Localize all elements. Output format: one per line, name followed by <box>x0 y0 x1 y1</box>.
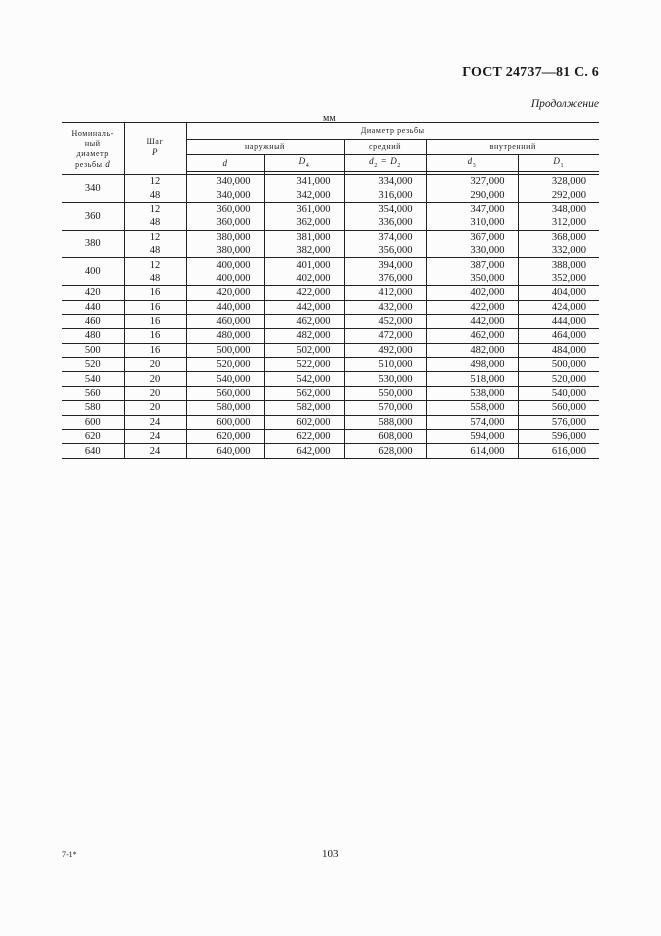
diameter-d3-cell: 330,000 <box>426 244 518 258</box>
diameter-D1-cell: 560,000 <box>518 401 599 415</box>
nominal-diameter-cell: 600 <box>62 415 124 429</box>
pitch-cell: 12 <box>124 258 186 272</box>
diameter-d3-cell: 290,000 <box>426 188 518 202</box>
diameter-D1-cell: 332,000 <box>518 244 599 258</box>
diameter-D4-cell: 341,000 <box>264 175 344 189</box>
diameter-d3-cell: 402,000 <box>426 286 518 300</box>
document-header-title: ГОСТ 24737—81 С. 6 <box>462 65 599 80</box>
table-row <box>62 343 599 357</box>
diameter-d2-cell: 374,000 <box>344 230 426 244</box>
diameter-D4-cell: 502,000 <box>264 343 344 357</box>
diameter-d2-cell: 316,000 <box>344 188 426 202</box>
diameter-D1-cell: 404,000 <box>518 286 599 300</box>
table-row <box>62 329 599 343</box>
nominal-diameter-cell: 380 <box>62 230 124 258</box>
diameter-d-cell: 360,000 <box>186 216 264 230</box>
pitch-cell: 12 <box>124 230 186 244</box>
header-inner: внутренний <box>426 140 599 155</box>
table-row <box>62 401 599 415</box>
table-row <box>62 272 599 286</box>
diameter-d-cell: 400,000 <box>186 258 264 272</box>
header-symbol-d3: $d_3$ <box>426 155 518 172</box>
header-outer: наружный <box>186 140 344 155</box>
diameter-d-cell: 620,000 <box>186 430 264 444</box>
diameter-D1-cell: 348,000 <box>518 202 599 216</box>
pitch-cell: 16 <box>124 343 186 357</box>
header-nominal-diameter: Номиналь- ный диаметр резьбы d <box>62 123 124 172</box>
diameter-D1-cell: 596,000 <box>518 430 599 444</box>
table-row <box>62 386 599 400</box>
diameter-D4-cell: 642,000 <box>264 444 344 458</box>
diameter-d2-cell: 588,000 <box>344 415 426 429</box>
table-row <box>62 300 599 314</box>
footer-mark: 7-1* <box>62 850 77 859</box>
diameter-D1-cell: 352,000 <box>518 272 599 286</box>
diameter-d-cell: 520,000 <box>186 358 264 372</box>
nominal-diameter-cell: 560 <box>62 386 124 400</box>
diameter-d-cell: 480,000 <box>186 329 264 343</box>
header-middle: средний <box>344 140 426 155</box>
table-row <box>62 175 599 189</box>
nominal-diameter-cell: 440 <box>62 300 124 314</box>
diameter-D1-cell: 500,000 <box>518 358 599 372</box>
diameter-d2-cell: 570,000 <box>344 401 426 415</box>
nominal-diameter-cell: 500 <box>62 343 124 357</box>
diameter-d3-cell: 498,000 <box>426 358 518 372</box>
pitch-cell: 16 <box>124 329 186 343</box>
diameter-d3-cell: 310,000 <box>426 216 518 230</box>
diameter-D4-cell: 401,000 <box>264 258 344 272</box>
nominal-diameter-cell: 620 <box>62 430 124 444</box>
diameter-d2-cell: 492,000 <box>344 343 426 357</box>
diameter-D1-cell: 540,000 <box>518 386 599 400</box>
pitch-cell: 20 <box>124 401 186 415</box>
diameter-d3-cell: 482,000 <box>426 343 518 357</box>
diameter-d3-cell: 367,000 <box>426 230 518 244</box>
diameter-d3-cell: 327,000 <box>426 175 518 189</box>
diameter-d3-cell: 387,000 <box>426 258 518 272</box>
nominal-diameter-cell: 340 <box>62 175 124 203</box>
table-row <box>62 202 599 216</box>
diameter-D1-cell: 368,000 <box>518 230 599 244</box>
table-row <box>62 358 599 372</box>
diameter-d3-cell: 558,000 <box>426 401 518 415</box>
diameter-d-cell: 440,000 <box>186 300 264 314</box>
diameter-d-cell: 640,000 <box>186 444 264 458</box>
diameter-d2-cell: 412,000 <box>344 286 426 300</box>
table-row <box>62 444 599 458</box>
pitch-cell: 12 <box>124 175 186 189</box>
table-row <box>62 372 599 386</box>
table-row <box>62 188 599 202</box>
nominal-diameter-cell: 520 <box>62 358 124 372</box>
diameter-D4-cell: 622,000 <box>264 430 344 444</box>
nominal-diameter-cell: 400 <box>62 258 124 286</box>
nominal-diameter-cell: 460 <box>62 314 124 328</box>
header-symbol-d: d <box>186 155 264 172</box>
header-symbol-d2-D2: $d_2 = D_2$ <box>344 155 426 172</box>
diameter-D1-cell: 312,000 <box>518 216 599 230</box>
pitch-cell: 20 <box>124 386 186 400</box>
units-label: мм <box>323 113 336 124</box>
diameter-D1-cell: 388,000 <box>518 258 599 272</box>
diameter-d2-cell: 376,000 <box>344 272 426 286</box>
diameter-D4-cell: 361,000 <box>264 202 344 216</box>
table-row <box>62 230 599 244</box>
pitch-cell: 24 <box>124 430 186 444</box>
diameter-D1-cell: 484,000 <box>518 343 599 357</box>
table-body <box>62 175 599 459</box>
diameter-d3-cell: 350,000 <box>426 272 518 286</box>
diameter-d2-cell: 472,000 <box>344 329 426 343</box>
nominal-diameter-cell: 540 <box>62 372 124 386</box>
diameter-D4-cell: 402,000 <box>264 272 344 286</box>
diameter-d3-cell: 614,000 <box>426 444 518 458</box>
diameter-D4-cell: 582,000 <box>264 401 344 415</box>
table-row <box>62 216 599 230</box>
pitch-cell: 48 <box>124 272 186 286</box>
table-row <box>62 430 599 444</box>
diameter-d-cell: 380,000 <box>186 244 264 258</box>
diameter-d-cell: 360,000 <box>186 202 264 216</box>
diameter-d-cell: 500,000 <box>186 343 264 357</box>
diameter-D1-cell: 292,000 <box>518 188 599 202</box>
diameter-D4-cell: 482,000 <box>264 329 344 343</box>
diameter-d2-cell: 452,000 <box>344 314 426 328</box>
diameter-D4-cell: 422,000 <box>264 286 344 300</box>
pitch-cell: 16 <box>124 286 186 300</box>
table-row <box>62 244 599 258</box>
table-row <box>62 415 599 429</box>
diameter-D1-cell: 616,000 <box>518 444 599 458</box>
diameter-D4-cell: 381,000 <box>264 230 344 244</box>
diameter-d3-cell: 462,000 <box>426 329 518 343</box>
diameter-d2-cell: 394,000 <box>344 258 426 272</box>
diameter-d2-cell: 628,000 <box>344 444 426 458</box>
pitch-cell: 24 <box>124 444 186 458</box>
diameter-d2-cell: 356,000 <box>344 244 426 258</box>
diameter-d3-cell: 518,000 <box>426 372 518 386</box>
diameter-D4-cell: 462,000 <box>264 314 344 328</box>
nominal-diameter-cell: 420 <box>62 286 124 300</box>
diameter-d-cell: 540,000 <box>186 372 264 386</box>
nominal-diameter-cell: 360 <box>62 202 124 230</box>
diameter-d2-cell: 432,000 <box>344 300 426 314</box>
pitch-cell: 12 <box>124 202 186 216</box>
diameter-D4-cell: 342,000 <box>264 188 344 202</box>
page-number: 103 <box>322 848 339 860</box>
pitch-cell: 16 <box>124 300 186 314</box>
nominal-diameter-cell: 640 <box>62 444 124 458</box>
diameter-D1-cell: 424,000 <box>518 300 599 314</box>
diameter-d-cell: 340,000 <box>186 188 264 202</box>
diameter-D4-cell: 362,000 <box>264 216 344 230</box>
diameter-D4-cell: 382,000 <box>264 244 344 258</box>
diameter-d-cell: 600,000 <box>186 415 264 429</box>
nominal-diameter-cell: 480 <box>62 329 124 343</box>
diameter-D1-cell: 464,000 <box>518 329 599 343</box>
diameter-d2-cell: 550,000 <box>344 386 426 400</box>
diameter-d2-cell: 336,000 <box>344 216 426 230</box>
table-row <box>62 314 599 328</box>
diameter-d-cell: 400,000 <box>186 272 264 286</box>
pitch-cell: 48 <box>124 244 186 258</box>
pitch-cell: 24 <box>124 415 186 429</box>
diameter-D4-cell: 562,000 <box>264 386 344 400</box>
diameter-d2-cell: 334,000 <box>344 175 426 189</box>
nominal-diameter-cell: 580 <box>62 401 124 415</box>
diameter-d3-cell: 538,000 <box>426 386 518 400</box>
diameter-d-cell: 560,000 <box>186 386 264 400</box>
diameter-D1-cell: 444,000 <box>518 314 599 328</box>
diameter-d3-cell: 347,000 <box>426 202 518 216</box>
diameter-d-cell: 420,000 <box>186 286 264 300</box>
diameter-d3-cell: 422,000 <box>426 300 518 314</box>
diameter-d2-cell: 530,000 <box>344 372 426 386</box>
diameter-D1-cell: 520,000 <box>518 372 599 386</box>
diameter-D1-cell: 328,000 <box>518 175 599 189</box>
pitch-cell: 48 <box>124 216 186 230</box>
table-row <box>62 286 599 300</box>
continuation-label: Продолжение <box>530 98 599 110</box>
diameter-D1-cell: 576,000 <box>518 415 599 429</box>
diameter-d2-cell: 354,000 <box>344 202 426 216</box>
table-row <box>62 258 599 272</box>
diameter-d-cell: 340,000 <box>186 175 264 189</box>
diameter-d2-cell: 510,000 <box>344 358 426 372</box>
diameter-d2-cell: 608,000 <box>344 430 426 444</box>
header-thread-diameter: Диаметр резьбы <box>186 123 599 140</box>
thread-diameter-table <box>62 122 599 459</box>
header-symbol-D4: $D_4$ <box>264 155 344 172</box>
pitch-cell: 16 <box>124 314 186 328</box>
diameter-D4-cell: 522,000 <box>264 358 344 372</box>
diameter-d3-cell: 594,000 <box>426 430 518 444</box>
diameter-d-cell: 460,000 <box>186 314 264 328</box>
diameter-d3-cell: 442,000 <box>426 314 518 328</box>
diameter-d-cell: 580,000 <box>186 401 264 415</box>
pitch-cell: 20 <box>124 372 186 386</box>
header-symbol-D1: $D_1$ <box>518 155 599 172</box>
diameter-d3-cell: 574,000 <box>426 415 518 429</box>
diameter-D4-cell: 602,000 <box>264 415 344 429</box>
diameter-D4-cell: 442,000 <box>264 300 344 314</box>
pitch-cell: 48 <box>124 188 186 202</box>
pitch-cell: 20 <box>124 358 186 372</box>
header-pitch: Шаг P <box>124 123 186 172</box>
diameter-d-cell: 380,000 <box>186 230 264 244</box>
diameter-D4-cell: 542,000 <box>264 372 344 386</box>
